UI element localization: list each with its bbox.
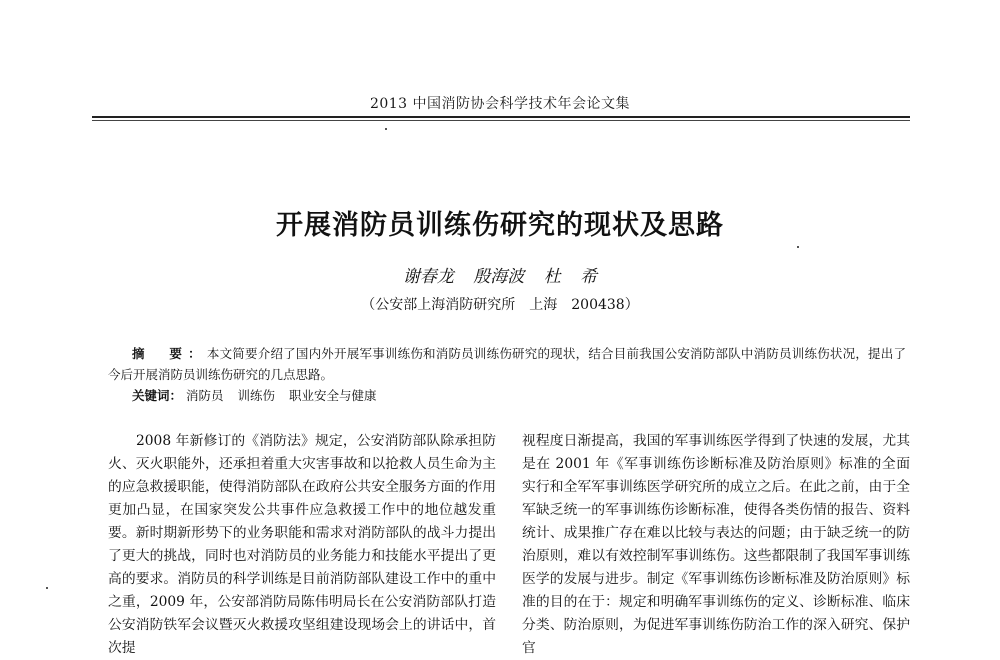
keyword: 职业安全与健康 bbox=[289, 388, 377, 403]
abstract-label: 摘 要： bbox=[132, 346, 207, 361]
paper-authors: 谢春龙 殷海波 杜 希 bbox=[402, 267, 598, 287]
body-column-right bbox=[522, 430, 910, 660]
keyword: 训练伤 bbox=[237, 388, 276, 403]
keywords bbox=[132, 385, 892, 406]
header-rule-thick bbox=[92, 116, 910, 118]
abstract-text: 本文简要介绍了国内外开展军事训练伤和消防员训练伤研究的现状，结合目前我国公安消防部队中消防员训练伤状况，提出了今后开展消防员训练伤研究的几点思路。 bbox=[108, 346, 906, 382]
body-paragraph: 视程度日渐提高，我国的军事训练医学得到了快速的发展，尤其是在 2001 年《军事训练伤诊断标准及防治原则》标准的全面实行和全军军事训练医学研究所的成立之后。在此之前，由于全军缺乏统一的军事训练伤诊断标准，使得各类伤情的报告、资料统计、成果推广存在难以比较与表达的问题；由于缺乏统一的防治原则，难以有效控制军事训练伤。这些都限制了我国军事训练医学的发展与进步。制定《军事训练伤诊断标准及防治原则》标准的目的在于：规定和明确军事训练伤的定义、诊断标准、临床分类、防治原则，为促进军事训练伤防治工作的深入研究、保护官 bbox=[522, 433, 910, 656]
paper-title: 开展消防员训练伤研究的现状及思路 bbox=[276, 210, 724, 241]
scan-speck bbox=[385, 128, 387, 130]
keywords-label: 关键词： bbox=[132, 388, 183, 403]
scan-speck bbox=[46, 587, 48, 589]
header-rule-thin bbox=[92, 120, 910, 121]
scan-speck bbox=[797, 246, 799, 248]
paper-affiliation: （公安部上海消防研究所 上海 200438） bbox=[361, 297, 639, 313]
body-paragraph: 2008 年新修订的《消防法》规定，公安消防部队除承担防火、灭火职能外，还承担着重大灾害事故和以抢救人员生命为主的应急救援职能，使得消防部队在政府公共安全服务方面的作用更加凸显，在国家突发公共事件应急救援工作中的地位越发重要。新时期新形势下的业务职能和需求对消防部队的战斗力提出了更大的挑战，同时也对消防员的业务能力和技能水平提出了更高的要求。消防员的科学训练是目前消防部队建设工作中的重中之重，2009 年，公安部消防局陈伟明局长在公安消防部队打造公安消防铁军会议暨灭火救援攻坚组建设现场会上的讲话中，首次提 bbox=[108, 433, 496, 656]
keyword: 消防员 bbox=[186, 388, 224, 403]
body-column-left bbox=[108, 430, 496, 660]
abstract bbox=[108, 343, 906, 385]
running-head: 2013 中国消防协会科学技术年会论文集 bbox=[369, 96, 631, 112]
